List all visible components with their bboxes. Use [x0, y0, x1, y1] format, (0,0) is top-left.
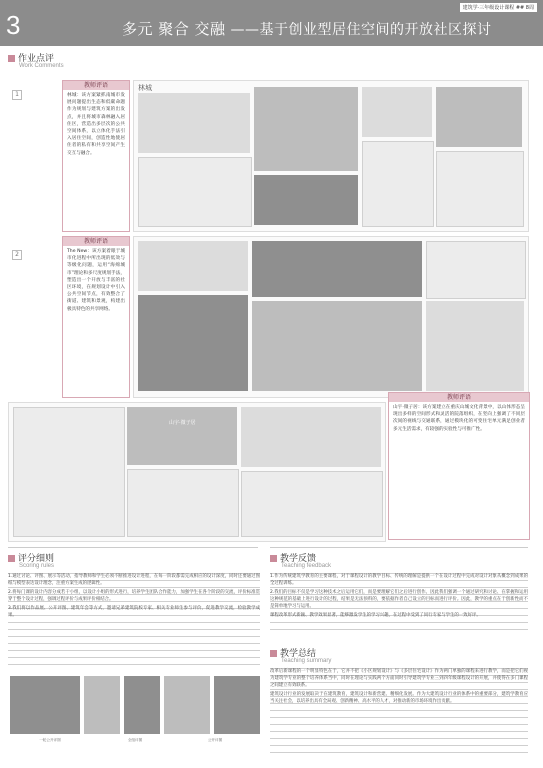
title-main: 多元 聚合 交融 [122, 20, 226, 38]
comment-heading: 教师评语 [63, 237, 129, 246]
project-board-3 [8, 402, 386, 542]
aerial-masterplan [252, 301, 422, 391]
aerial-model [436, 87, 522, 147]
teacher-comment-box [62, 80, 130, 232]
page-number: 3 [6, 10, 21, 40]
facade-render [362, 87, 432, 137]
review-photo [84, 676, 120, 734]
section-marker-icon [8, 55, 15, 62]
section-drawings [436, 151, 524, 227]
photo-caption: 全组评图 [127, 738, 143, 742]
feedback-paragraph: 1.作为传统建筑学教育的主要课程，对于课程设计的教学目标、传统的理解是提供一个在设计过程中完成对设计对象从概念到成果的全过程训练。 [270, 574, 528, 586]
street-render [254, 175, 358, 225]
comment-heading: 教师评语 [389, 393, 529, 402]
summary-paragraph: 改革后新课程的一个明显特色在于，它并不把《小区规划设计》与《多层住宅设计》作为两门单独的课程来进行教学，而是把它们视为建筑学专业的整个培养体系当中，同时在理论与实践两个方面同时引导建筑学专业三到四年级课程设计的开展，并使得在多门课程之间建立有效联系。 [270, 669, 528, 688]
feedback-title: 教学反馈 [270, 551, 316, 564]
work-comments-title: 作业点评 [8, 51, 54, 64]
section-marker-icon [8, 555, 15, 562]
divider [8, 547, 258, 548]
title-sub: ——基于创业型居住空间的开放社区探讨 [230, 22, 492, 38]
comment-text: 山宇·微子居：该方案建立在重庆山城文化背景中，以山体形态呈现出多样的空间形式和灵活的院落组织，在竖向上强调了不同层次间的视线与交通联系，通过模块化的可变住宅单元满足创业者多元生活需求，有较强的实验性与可推广性。 [393, 405, 525, 432]
photo-caption: 一轮公开评图 [39, 738, 61, 742]
page-title [122, 18, 492, 39]
teacher-comment-box [388, 392, 530, 540]
summary-title: 教学总结 [270, 646, 316, 659]
comment-text: The New：该方案着眼于城市化进程中所出现的低效与等级化问题，运用“海绵城市”理论和多尺度规划手法，塑造出一个开放与丰富的社区环境，在规划设计中引入公共空间节点，有效整合了街道、建筑和景观，构建出极具特色的共享网络。 [67, 249, 125, 312]
feedback-subtitle: Teaching feedback [281, 563, 332, 569]
scoring-text [8, 573, 260, 669]
course-label: 建筑学·三年级设计课程 ## 8周 [460, 3, 537, 12]
hillside-render [127, 407, 237, 465]
scoring-paragraph: 2.将每门课的设计内容分成若干小组，以设计小组的形式进行，培养学生团队合作能力，加强学生在各个阶段的交流，评价标准贯穿于整个设计过程，强调过程评价与成果评价相结合。 [8, 590, 260, 602]
review-photo [164, 676, 210, 734]
divider [270, 547, 528, 548]
scoring-paragraph: 3.我们将以作品展、公开评图、建筑年会等方式，邀请兄弟建筑院校专家、相关专业师生参与评价，促进教学交流，检验教学成果。 [8, 606, 260, 618]
section-drawings [241, 471, 383, 537]
site-photo [138, 93, 250, 153]
review-photo [124, 676, 160, 734]
feedback-paragraph: 课程改革形式新颖、教学效果显著，能够激发学生的学习兴趣，在过程中受到了同行专家与学生的一致好评。 [270, 613, 481, 618]
review-photo [214, 676, 260, 734]
diagram-panel [426, 241, 526, 299]
section-marker-icon [270, 650, 277, 657]
render-thumb [138, 241, 248, 291]
feedback-text [270, 573, 528, 635]
project-label: 林城 [138, 84, 152, 92]
mountain-render [252, 241, 422, 297]
photo-caption: 公开评图 [207, 738, 223, 742]
feedback-paragraph: 2.我们的目标不仅是学习这种技术之后运用它们，而是要理解它们之后进行创作。因此我们强调一个通过研究和讨论、在掌握和运用这种规范的基础上进行设计的过程，结果是无法预料的，要依据作者自己设立的目标而进行评价。因此，教学的重点在于创新性而不是简单地学习与运用。 [270, 590, 528, 609]
row-number: 2 [12, 250, 22, 260]
aerial-render [241, 407, 381, 467]
scoring-title: 评分细则 [8, 551, 54, 564]
comment-heading: 教师评语 [63, 81, 129, 90]
analysis-diagrams [138, 157, 252, 227]
work-comments-subtitle: Work Comments [19, 63, 64, 69]
row-number: 1 [12, 90, 22, 100]
summary-subtitle: Teaching summary [281, 658, 332, 664]
diagram-column [13, 407, 125, 537]
model-photo [426, 301, 524, 391]
comment-text: 林城：该方案紧抓南城市发展问题提出生态和低碳命题作为规划与建筑方案的出发点，并且将城市森林融入居住区，营造出多层次的公共空间体系，以立体化手法引入居住空间，创造性地使居住者的私有和共享空间产生交互与融合。 [67, 93, 125, 156]
scoring-subtitle: Scoring rules [19, 563, 55, 569]
teacher-comment-box [62, 236, 130, 398]
project-label: 山宇·微子居 [169, 420, 196, 426]
project-board-2 [133, 236, 529, 398]
summary-paragraph: 建筑设计行业的发展取决于在建筑教育，建筑设计和新营建、精细化发展。作为大建筑设计行业的体系中的重要部分，建筑学教育应当关注社会，以培养出具有全局观、创新精神、高水平的人才，对推动新的市场环境作出贡献。 [270, 692, 528, 704]
review-photo [10, 676, 80, 734]
tower-render [254, 87, 358, 171]
summary-text [270, 668, 528, 758]
scoring-paragraph: 1.通过讨论、评图、展示等活动，指导教师和学生必须不断推进设计进程，在每一阶段都需完成相应的设计深度，同时还要通过图纸与模型表达设计理念，注重方案生成的逻辑性。 [8, 574, 260, 586]
section-marker-icon [270, 555, 277, 562]
plan-drawings [127, 469, 239, 537]
project-board-1 [133, 80, 529, 232]
plan-drawings [362, 141, 434, 227]
night-render [138, 295, 248, 391]
